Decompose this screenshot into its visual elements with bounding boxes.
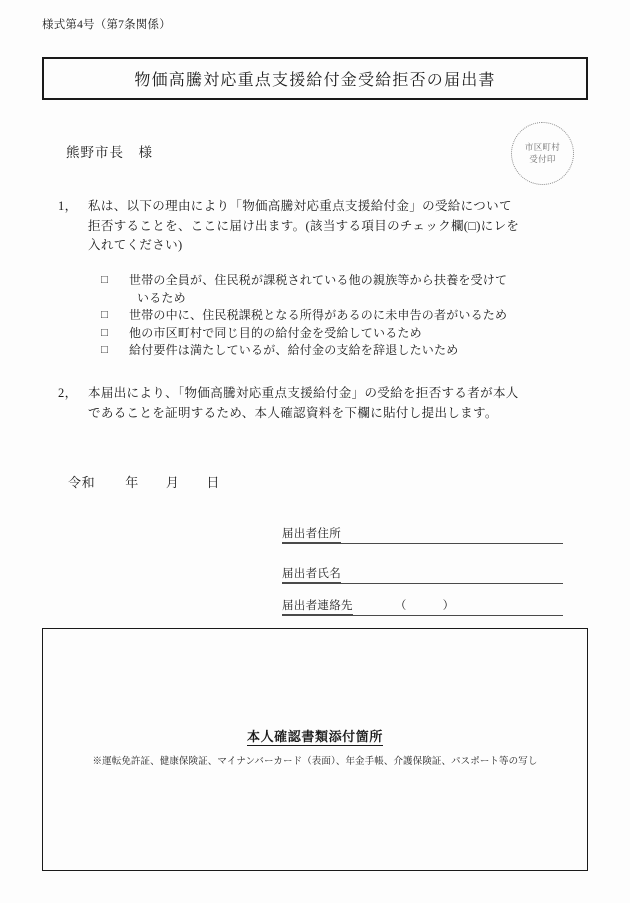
title-box: [42, 57, 588, 100]
checkbox-label-4: [129, 342, 458, 360]
clause-1-marker: 1，: [58, 199, 78, 213]
clause-2-marker: 2，: [58, 386, 78, 400]
checkbox-label-4-line-1: 給付要件は満たしているが、給付金の支給を辞退したいため: [129, 343, 459, 358]
clause-2-body: [88, 384, 568, 423]
checkbox-label-2: [129, 307, 507, 325]
form-number: 様式第4号（第7条関係）: [42, 19, 171, 31]
applicant-contact-parens[interactable]: [395, 597, 455, 613]
addressee: 熊野市長 様: [66, 145, 153, 160]
date-era-label: 令和: [68, 475, 96, 490]
checkbox-label-1-line-2: いるため: [137, 290, 186, 305]
checkbox-label-3: [129, 325, 422, 343]
applicant-address-label: 届出者住所: [282, 525, 341, 543]
clause-2: [58, 384, 568, 423]
attachment-heading: [43, 726, 587, 745]
clause-1-body: [88, 197, 568, 256]
document-title: 物価高騰対応重点支援給付金受給拒否の届出書: [134, 72, 496, 89]
checkbox-label-1: [129, 272, 507, 307]
date-line[interactable]: [68, 472, 220, 491]
stamp-line-1: 市区町村: [524, 142, 561, 153]
applicant-address-field[interactable]: [282, 525, 563, 544]
checkbox-label-1-line-1: 世帯の全員が、住民税が課税されている他の親族等から扶養を受けて: [129, 273, 508, 287]
date-year-unit: 年: [125, 475, 139, 490]
paren-open: （: [394, 600, 407, 612]
clause-1-line-2: 拒否することを、ここに届け出ます。(該当する項目のチェック欄(□)にレを: [88, 218, 520, 233]
applicant-name-field[interactable]: [282, 565, 563, 584]
applicant-name-label: 届出者氏名: [282, 565, 341, 583]
stamp-line-2: 受付印: [529, 153, 556, 164]
checkbox-row-4[interactable]: [101, 342, 571, 360]
paren-close: ）: [442, 600, 455, 612]
attachment-heading-text: 本人確認書類添付箇所: [246, 729, 383, 744]
date-month-unit: 月: [165, 475, 180, 490]
checkbox-icon[interactable]: □: [101, 344, 109, 357]
clause-1-line-3: 入れてください): [88, 238, 183, 252]
checkbox-row-1[interactable]: [101, 272, 571, 307]
applicant-contact-label: 届出者連絡先: [282, 597, 353, 615]
clause-1-line-1: 私は、以下の理由により「物価高騰対応重点支援給付金」の受給について: [88, 199, 512, 213]
date-day-unit: 日: [206, 475, 221, 490]
attachment-note: ※運転免許証、健康保険証、マイナンバーカード（表面）、年金手帳、介護保険証、パスポート等の写し: [92, 757, 538, 767]
reason-checkbox-list: [101, 272, 571, 360]
checkbox-label-2-line-1: 世帯の中に、住民税課税となる所得があるのに未申告の者がいるため: [129, 308, 508, 323]
checkbox-label-3-line-1: 他の市区町村で同じ目的の給付金を受給しているため: [129, 325, 422, 340]
checkbox-row-2[interactable]: [101, 307, 571, 325]
identity-document-attachment-box[interactable]: [42, 628, 588, 871]
checkbox-icon[interactable]: □: [101, 326, 109, 339]
clause-2-line-2: であることを証明するため、本人確認資料を下欄に貼付し提出します。: [88, 405, 498, 420]
clause-1: [58, 197, 568, 256]
checkbox-icon[interactable]: □: [101, 274, 109, 286]
receipt-stamp-circle: [511, 122, 574, 185]
checkbox-icon[interactable]: □: [101, 309, 109, 322]
checkbox-row-3[interactable]: [101, 325, 571, 343]
applicant-contact-field[interactable]: [282, 597, 563, 616]
clause-2-line-1: 本届出により、「物価高騰対応重点支援給付金」の受給を拒否する者が本人: [88, 386, 519, 400]
